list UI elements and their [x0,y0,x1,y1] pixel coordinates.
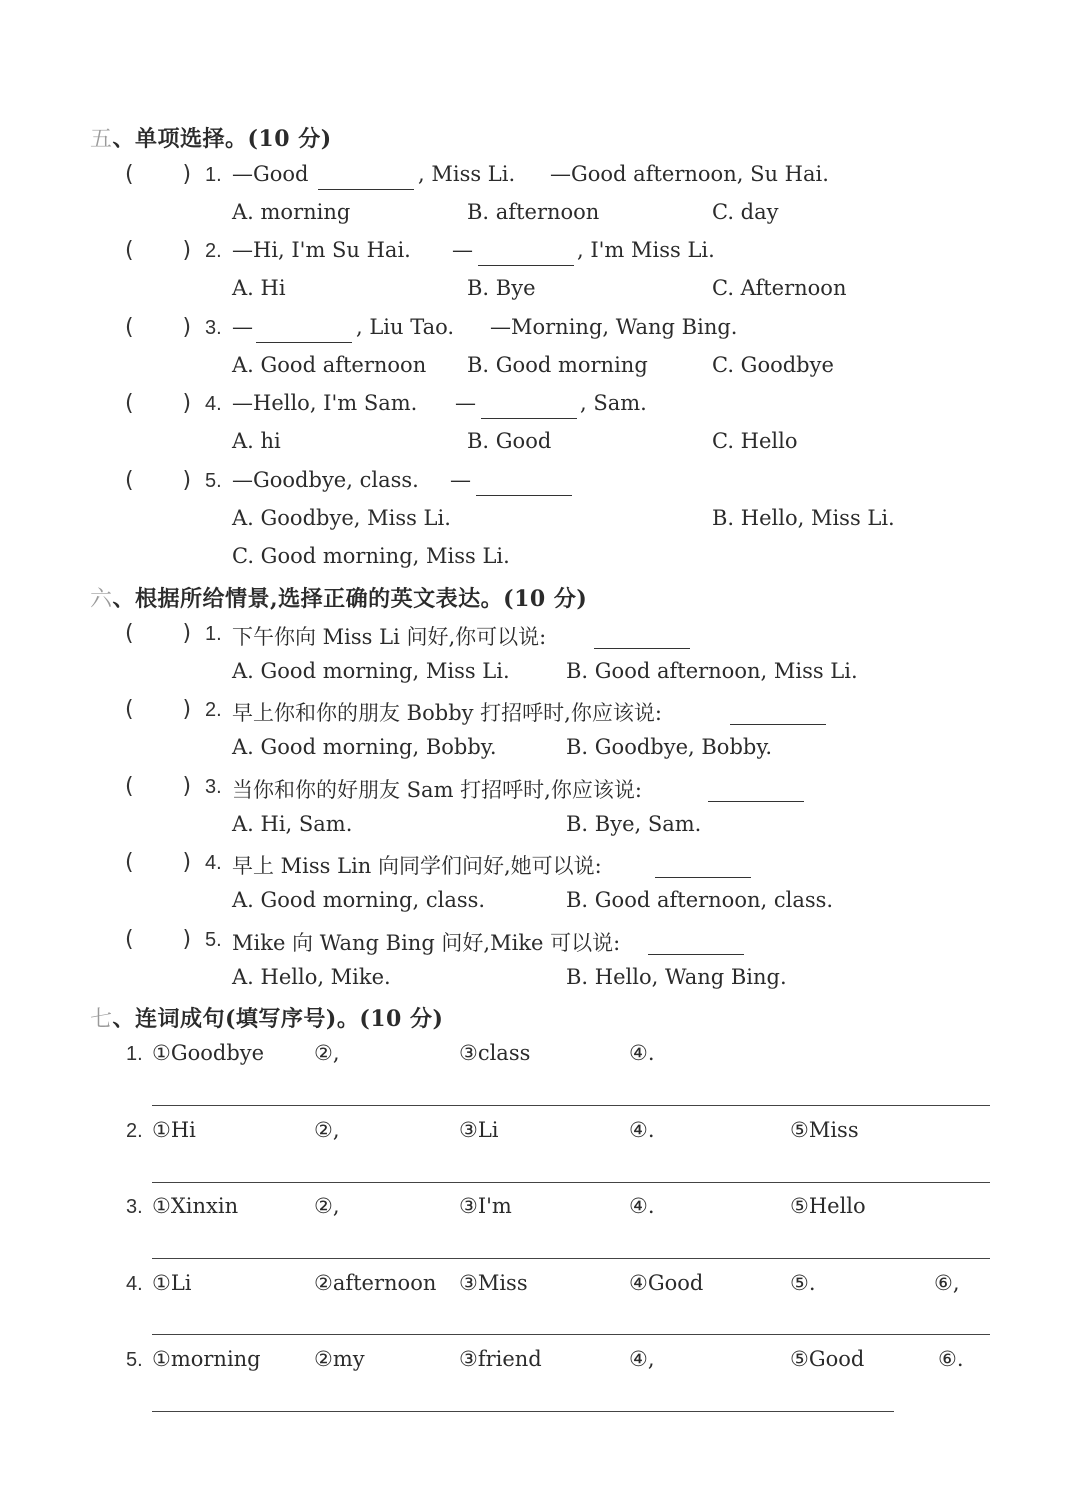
answer-paren[interactable]: ( ) [125,774,192,799]
answer-blank[interactable] [708,800,804,802]
section7-heading [90,1002,443,1033]
answer-paren[interactable]: ( ) [125,238,192,263]
option-c: C. day [712,200,779,224]
question-stem: —Goodbye, class. [232,468,419,492]
option-b: B. Good [467,429,552,453]
word-1: ①Hi [152,1118,196,1142]
question-reply: , Sam. [580,391,647,415]
answer-paren[interactable]: ( ) [125,391,192,416]
answer-blank[interactable] [478,264,574,266]
word-1: ①morning [152,1347,261,1371]
option-a: A. Goodbye, Miss Li. [232,506,451,530]
question-number: 1. [205,164,222,186]
question-reply: , I'm Miss Li. [577,238,715,262]
option-b: B. Hello, Wang Bing. [566,965,787,989]
word-3: ③friend [459,1347,542,1371]
answer-blank[interactable] [730,723,826,725]
word-6: ⑥. [938,1347,964,1371]
option-b: B. Good morning [467,353,648,377]
answer-paren[interactable]: ( ) [125,162,192,187]
option-a: A. Good morning, Miss Li. [232,659,510,683]
answer-blank[interactable] [648,953,744,955]
word-3: ③class [459,1041,531,1065]
option-b: B. afternoon [467,200,600,224]
option-b: B. Bye [467,276,536,300]
section5-number: 五 [90,127,113,152]
word-4: ④. [629,1118,655,1142]
option-c: C. Afternoon [712,276,847,300]
question-reply: —Morning, Wang Bing. [490,315,738,339]
answer-paren[interactable]: ( ) [125,315,192,340]
option-a: A. hi [232,429,281,453]
question-stem: 早上 Miss Lin 向同学们问好,她可以说: [232,854,602,878]
answer-blank[interactable] [476,494,572,496]
question-stem-tail: , Liu Tao. [356,315,455,339]
question-number: 5. [205,470,222,492]
option-b: B. Hello, Miss Li. [712,506,895,530]
answer-line[interactable] [152,1334,990,1335]
answer-line[interactable] [152,1411,894,1412]
option-b: B. Goodbye, Bobby. [566,735,773,759]
answer-paren[interactable]: ( ) [125,468,192,493]
answer-blank[interactable] [655,876,751,878]
word-5: ⑤Miss [790,1118,859,1142]
reply-dash: — [455,391,476,415]
question-stem: 当你和你的好朋友 Sam 打招呼时,你应该说: [232,778,642,802]
item-number: 1. [126,1043,143,1065]
option-a: A. Good morning, class. [232,888,486,912]
question-stem: —Good [232,162,309,186]
option-b: B. Bye, Sam. [566,812,702,836]
question-number: 2. [205,240,222,262]
word-2: ②, [314,1041,340,1065]
answer-paren[interactable]: ( ) [125,850,192,875]
option-a: A. Hi [232,276,286,300]
question-stem: —Hello, I'm Sam. [232,391,418,415]
question-number: 3. [205,776,222,798]
question-number: 4. [205,393,222,415]
option-c: C. Good morning, Miss Li. [232,544,510,568]
item-number: 3. [126,1196,143,1218]
section6-heading [90,582,587,613]
section7-number: 七 [90,1007,113,1032]
question-number: 1. [205,623,222,645]
item-number: 5. [126,1349,143,1371]
section5-heading [90,122,332,153]
question-stem: 下午你向 Miss Li 问好,你可以说: [232,625,547,649]
section6-number: 六 [90,587,113,612]
question-stem: —Hi, I'm Su Hai. [232,238,411,262]
question-number: 3. [205,317,222,339]
question-stem: — [232,315,253,339]
question-stem: 早上你和你的朋友 Bobby 打招呼时,你应该说: [232,701,662,725]
option-a: A. morning [232,200,351,224]
word-5: ⑤. [790,1271,816,1295]
section6-title: 、根据所给情景,选择正确的英文表达。(10 分) [112,586,588,612]
word-4: ④. [629,1194,655,1218]
answer-blank[interactable] [594,647,690,649]
question-reply: —Good afternoon, Su Hai. [550,162,829,186]
word-1: ①Li [152,1271,192,1295]
option-b: B. Good afternoon, class. [566,888,834,912]
word-3: ③Li [459,1118,499,1142]
item-number: 2. [126,1120,143,1142]
word-1: ①Goodbye [152,1041,265,1065]
option-a: A. Good afternoon [232,353,427,377]
section7-title: 、连词成句(填写序号)。(10 分) [112,1006,444,1032]
answer-blank[interactable] [318,188,414,190]
answer-blank[interactable] [481,417,577,419]
reply-dash: — [450,468,471,492]
question-number: 2. [205,699,222,721]
section5-title: 、单项选择。(10 分) [112,126,332,152]
option-a: A. Good morning, Bobby. [232,735,497,759]
word-5: ⑤Hello [790,1194,866,1218]
word-4: ④, [629,1347,655,1371]
answer-blank[interactable] [256,341,352,343]
word-2: ②afternoon [314,1271,437,1295]
question-stem-tail: , Miss Li. [418,162,516,186]
word-2: ②my [314,1347,365,1371]
question-number: 4. [205,852,222,874]
word-4: ④Good [629,1271,704,1295]
word-3: ③Miss [459,1271,528,1295]
answer-line[interactable] [152,1105,990,1106]
option-c: C. Hello [712,429,798,453]
answer-line[interactable] [152,1182,990,1183]
word-4: ④. [629,1041,655,1065]
answer-paren[interactable]: ( ) [125,697,192,722]
question-stem: Mike 向 Wang Bing 问好,Mike 可以说: [232,931,621,955]
word-2: ②, [314,1194,340,1218]
option-b: B. Good afternoon, Miss Li. [566,659,858,683]
word-3: ③I'm [459,1194,512,1218]
item-number: 4. [126,1273,143,1295]
answer-line[interactable] [152,1258,990,1259]
option-a: A. Hello, Mike. [232,965,391,989]
option-c: C. Goodbye [712,353,834,377]
word-6: ⑥, [934,1271,960,1295]
answer-paren[interactable]: ( ) [125,621,192,646]
word-2: ②, [314,1118,340,1142]
reply-dash: — [452,238,473,262]
answer-paren[interactable]: ( ) [125,927,192,952]
question-number: 5. [205,929,222,951]
word-5: ⑤Good [790,1347,865,1371]
option-a: A. Hi, Sam. [232,812,353,836]
word-1: ①Xinxin [152,1194,239,1218]
